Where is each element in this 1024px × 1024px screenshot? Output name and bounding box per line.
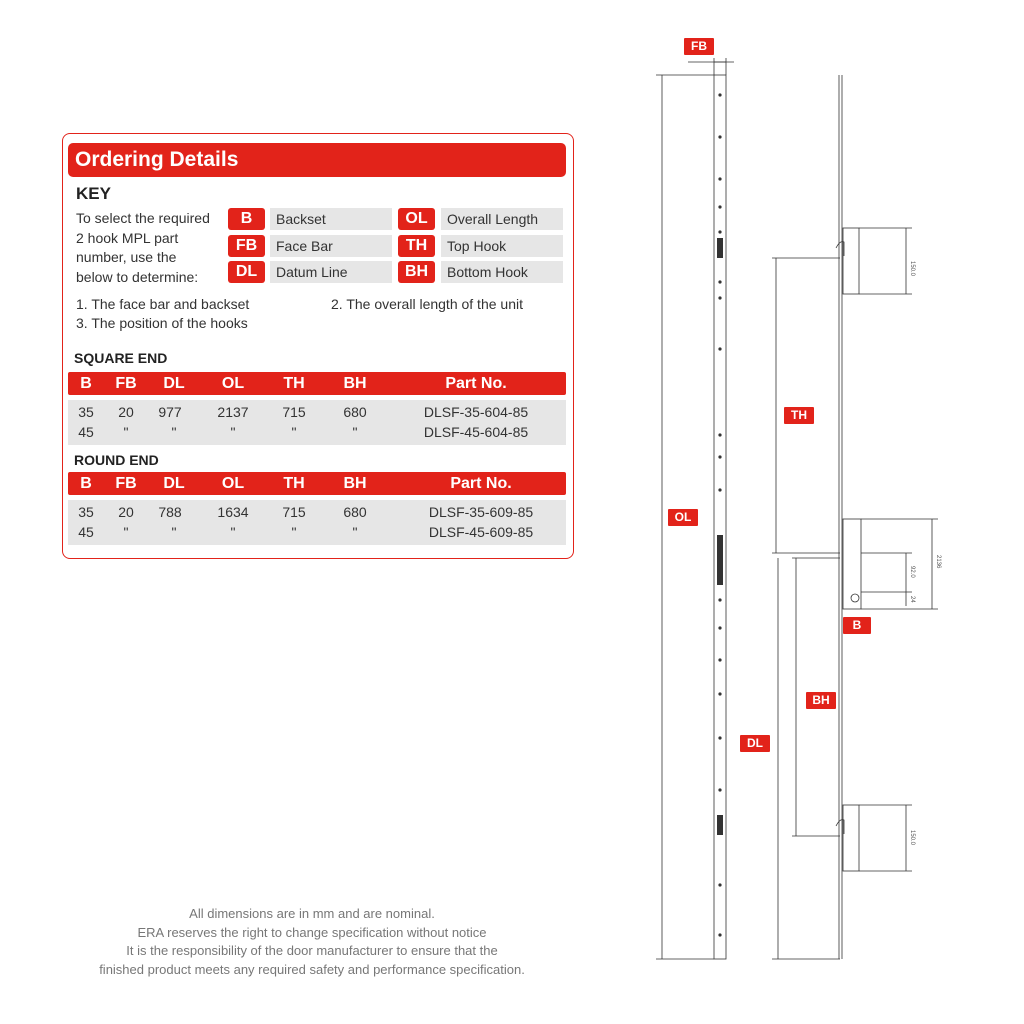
table-cell: 788 (158, 504, 182, 520)
note-2: 2. The overall length of the unit (331, 296, 523, 312)
intro-line: To select the required (76, 210, 210, 226)
table-cell: 35 (78, 504, 94, 520)
table-cell: 680 (343, 404, 367, 420)
table-cell: 20 (118, 504, 134, 520)
tag-bh: BH (806, 692, 836, 709)
key-code-face-bar: FB (228, 235, 265, 257)
square-end-heading: SQUARE END (74, 350, 168, 366)
key-code-bottom-hook: BH (398, 261, 435, 283)
table-cell: 2137 (217, 404, 249, 420)
key-label-face-bar: Face Bar (270, 235, 392, 257)
table-cell: 35 (78, 404, 94, 420)
key-code-datum-line: DL (228, 261, 265, 283)
table-cell: " (230, 424, 236, 440)
key-code-backset: B (228, 208, 265, 230)
tag-dl: DL (740, 735, 770, 752)
tag-ol: OL (668, 509, 698, 526)
table-cell: " (352, 424, 358, 440)
key-label-bottom-hook: Bottom Hook (441, 261, 563, 283)
mid-b-dim: 24 (909, 596, 915, 603)
table-cell: 20 (118, 404, 134, 420)
table-cell: DLSF-35-609-85 (428, 504, 534, 520)
table-cell: " (123, 524, 129, 540)
disclaimer-line: ERA reserves the right to change specification without notice (137, 924, 487, 940)
tag-th: TH (784, 407, 814, 424)
key-label-top-hook: Top Hook (441, 235, 563, 257)
col-header-bh: BH (343, 475, 367, 492)
col-header-ol: OL (221, 375, 245, 392)
table-cell: " (291, 424, 297, 440)
col-header-th: TH (283, 475, 305, 492)
table-cell: 45 (78, 524, 94, 540)
disclaimer-line: It is the responsibility of the door manufacturer to ensure that the (126, 943, 498, 958)
key-code-overall-length: OL (398, 208, 435, 230)
table-cell: " (352, 524, 358, 540)
key-code-top-hook: TH (398, 235, 435, 257)
col-header-part-no: Part No. (450, 475, 512, 492)
col-header-th: TH (283, 375, 305, 392)
disclaimer-line: All dimensions are in mm and are nominal. (189, 906, 435, 921)
table-cell: " (291, 524, 297, 540)
tag-fb: FB (684, 38, 714, 55)
col-header-bh: BH (343, 375, 367, 392)
table-cell: 977 (158, 404, 182, 420)
key-heading: KEY (76, 184, 111, 203)
tag-b: B (843, 617, 871, 634)
table-cell: 680 (343, 504, 367, 520)
top-hook-case (843, 228, 859, 294)
table-cell: " (171, 424, 177, 440)
col-header-ol: OL (221, 475, 245, 492)
note-3: 3. The position of the hooks (76, 315, 248, 331)
table-cell: DLSF-45-604-85 (423, 424, 529, 440)
round-end-heading: ROUND END (74, 452, 159, 468)
table-cell: " (230, 524, 236, 540)
intro-line: below to determine: (76, 268, 199, 285)
key-label-datum-line: Datum Line (270, 261, 392, 283)
key-label-overall-length: Overall Length (441, 208, 563, 230)
intro-line: 2 hook MPL part (76, 229, 179, 246)
bottom-hook-case (843, 805, 859, 871)
col-header-dl: DL (163, 475, 185, 492)
bottom-case-dim: 150.0 (909, 830, 915, 846)
col-header-dl: DL (163, 375, 185, 392)
panel-title: Ordering Details (68, 143, 566, 177)
col-header-part-no: Part No. (445, 375, 507, 392)
cylinder-icon (851, 594, 859, 602)
table-cell: 715 (282, 404, 306, 420)
table-cell: DLSF-45-609-85 (428, 524, 534, 540)
key-label-backset: Backset (270, 208, 392, 230)
disclaimer-line: finished product meets any required safety and performance specification. (99, 961, 525, 977)
table-cell: 715 (282, 504, 306, 520)
table-cell: DLSF-35-604-85 (423, 404, 529, 420)
mid-a-dim: 92.0 (909, 566, 915, 578)
top-case-dim: 150.0 (909, 261, 915, 277)
table-cell: " (171, 524, 177, 540)
table-cell: 1634 (217, 504, 249, 520)
table-cell: 45 (78, 424, 94, 440)
col-header-fb: FB (115, 375, 137, 392)
note-1: 1. The face bar and backset (76, 296, 250, 312)
table-cell: " (123, 424, 129, 440)
col-header-b: B (80, 475, 92, 492)
col-header-fb: FB (115, 475, 137, 492)
intro-line: number, use the (76, 249, 177, 265)
mid-case-dim: 2136 (935, 555, 941, 569)
col-header-b: B (80, 375, 92, 392)
